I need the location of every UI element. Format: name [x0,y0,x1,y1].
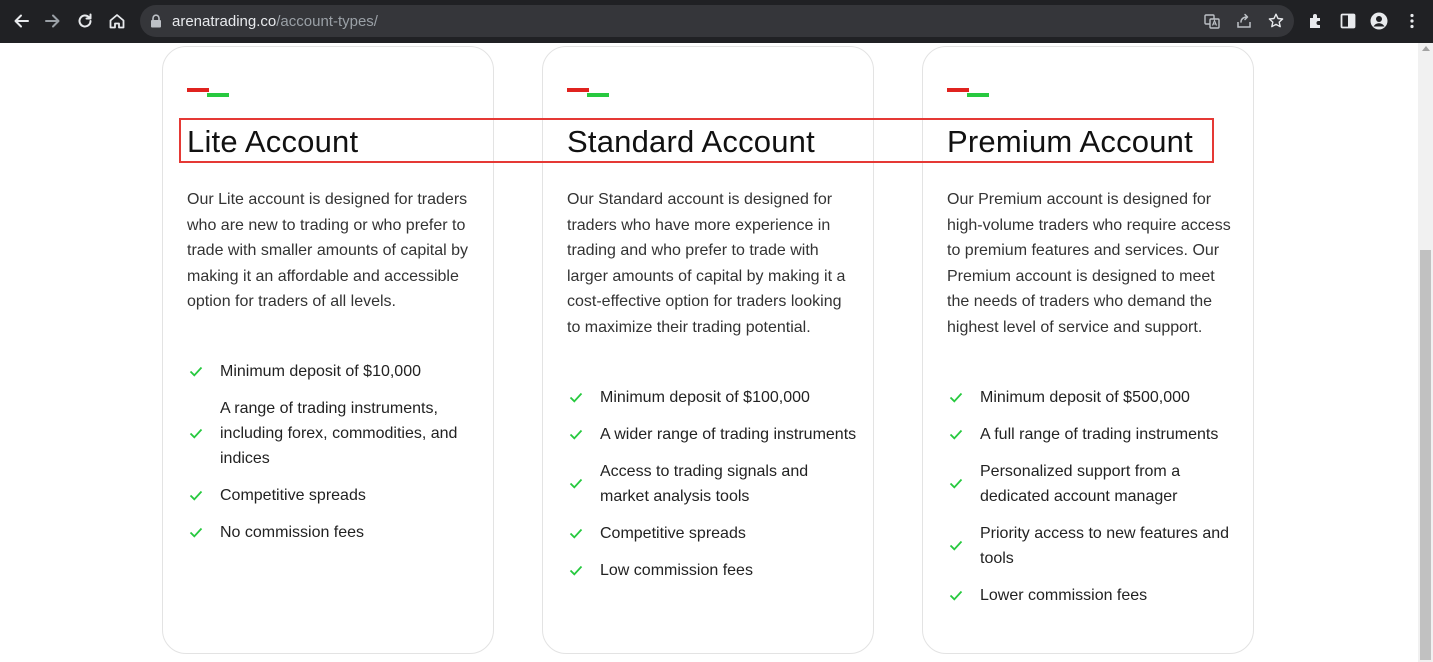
feature-text: A wider range of trading instruments [600,426,857,443]
feature-text: Lower commission fees [980,587,1148,604]
account-card-lite [162,46,494,654]
star-icon[interactable] [1267,12,1285,30]
card-description: Our Premium account is designed for high-volume traders who require access to premium features and services. Our Premium account is designed to meet the needs of traders who demand the highest level of service and support. [947,191,1231,336]
feature-text: Minimum deposit of $10,000 [220,363,421,380]
feature-text: Personalized support from a dedicated account manager [980,463,1181,505]
card-description: Our Standard account is designed for traders who have more experience in trading and who prefer to trade with larger amounts of capital by making it a cost-effective option for traders looking to maximize their trading potential. [567,191,846,336]
home-icon [108,12,126,30]
forward-button[interactable] [37,5,69,37]
feature-item [567,459,857,509]
feature-item [187,396,477,471]
reload-button[interactable] [69,5,101,37]
account-card-premium [922,46,1254,654]
check-icon [569,429,583,440]
feature-text: Minimum deposit of $100,000 [600,389,810,406]
feature-item [947,521,1237,571]
profile-avatar-icon[interactable] [1370,12,1388,30]
check-icon [949,590,963,601]
arrow-right-icon [44,12,62,30]
feature-text: Access to trading signals and market analysis tools [600,463,809,505]
feature-item [567,422,857,447]
check-icon [189,527,203,538]
check-icon [569,478,583,489]
check-icon [949,392,963,403]
kebab-menu-icon[interactable] [1403,12,1421,30]
check-icon [949,478,963,489]
card-description: Our Lite account is designed for traders who are new to trading or who prefer to trade with smaller amounts of capital by making it an affordable and accessible option for traders of all levels. [187,191,469,311]
brand-logo-mark [187,88,229,98]
check-icon [569,528,583,539]
feature-item [947,422,1237,447]
feature-item [567,385,857,410]
feature-item [187,520,477,545]
feature-item [947,583,1237,608]
page-scrollbar[interactable] [1418,43,1433,662]
account-card-standard [542,46,874,654]
check-icon [189,366,203,377]
extensions-icon[interactable] [1307,12,1325,30]
feature-text: No commission fees [220,524,365,541]
feature-item [187,483,477,508]
feature-text: Competitive spreads [600,525,746,542]
check-icon [569,565,583,576]
feature-text: A range of trading instruments, including forex, commodities, and indices [220,400,458,467]
card-title: Standard Account [567,124,815,159]
check-icon [189,490,203,501]
url-text [172,13,378,30]
card-title: Lite Account [187,124,359,159]
check-icon [189,428,203,439]
feature-item [947,385,1237,410]
url-path: /account-types/ [276,13,378,30]
feature-item [947,459,1237,509]
scrollbar-thumb[interactable] [1420,250,1431,660]
feature-text: Minimum deposit of $500,000 [980,389,1190,406]
card-title: Premium Account [947,124,1193,159]
feature-list [187,359,477,557]
translate-icon[interactable] [1203,12,1221,30]
feature-list [947,385,1237,620]
feature-text: Low commission fees [600,562,753,579]
feature-item [567,558,857,583]
feature-item [567,521,857,546]
back-button[interactable] [5,5,37,37]
feature-text: A full range of trading instruments [980,426,1219,443]
side-panel-icon[interactable] [1339,12,1357,30]
brand-logo-mark [947,88,989,98]
home-button[interactable] [101,5,133,37]
feature-text: Priority access to new features and tools [980,525,1230,567]
brand-logo-mark [567,88,609,98]
feature-text: Competitive spreads [220,487,366,504]
scroll-up-arrow-icon[interactable] [1422,46,1430,51]
check-icon [949,429,963,440]
arrow-left-icon [12,12,30,30]
feature-list [567,385,857,595]
check-icon [949,540,963,551]
lock-icon [150,14,162,28]
share-icon[interactable] [1235,12,1253,30]
reload-icon [76,12,94,30]
page-viewport [0,43,1418,662]
browser-toolbar [0,0,1433,43]
url-domain: arenatrading.co [172,13,277,30]
address-bar[interactable] [140,5,1294,37]
check-icon [569,392,583,403]
feature-item [187,359,477,384]
